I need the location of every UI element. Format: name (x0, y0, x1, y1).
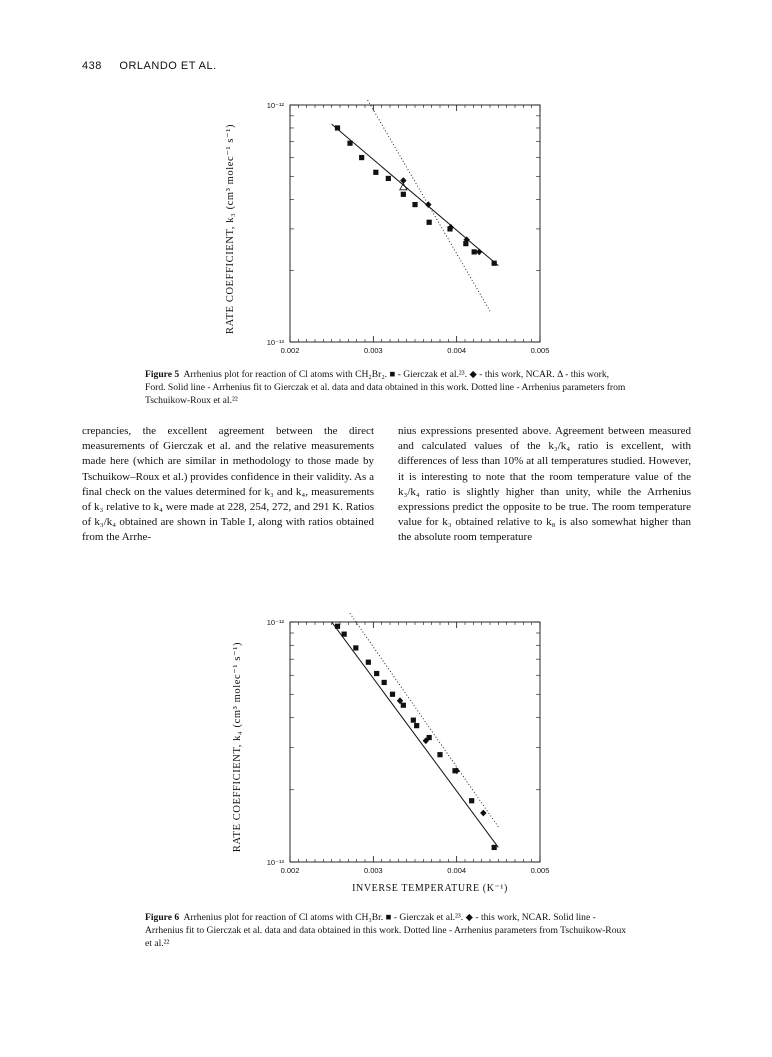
figure6-plot-area (267, 612, 550, 875)
figure5-chart (215, 100, 555, 360)
data-point-square (382, 680, 387, 685)
x-tick-label: 0.003 (363, 346, 383, 355)
running-title: ORLANDO ET AL. (119, 60, 217, 72)
data-point-square (401, 192, 406, 197)
figure5-ylabel: RATE COEFFICIENT, k₃ (cm³ molec⁻¹ s⁻¹) (225, 123, 236, 334)
data-point-square (401, 703, 406, 708)
right-column (398, 424, 691, 546)
literature-line (348, 100, 490, 311)
data-point-square (437, 752, 442, 757)
left-column-text: crepancies, the excellent agreement between the direct measurements of Gierczak et al. and the relative measurements made here (which are similar in methodology to those made by Tschuikow–Roux et al.) provides confidence in their validity. As a final check on the values determined for k₃ and k₄, measurements of k₃ relative to k₄ were made at 228, 254, 272, and 291 K. Ratios of k₃/k₄ obtained are shown in Table I, along with ratios obtained from the Arrhe- (82, 425, 374, 544)
figure5-caption (145, 368, 628, 407)
y-tick-label: 10⁻¹² (266, 101, 284, 110)
running-header (82, 60, 231, 72)
figure5-plot-area (267, 100, 550, 355)
data-point-square (427, 220, 432, 225)
left-column (82, 424, 374, 546)
data-point-diamond (480, 810, 486, 817)
plot-frame (290, 105, 540, 342)
x-tick-label: 0.005 (530, 346, 550, 355)
data-point-square (366, 660, 371, 665)
page-number: 438 (82, 60, 102, 72)
x-tick-label: 0.003 (363, 866, 383, 875)
data-point-square (469, 798, 474, 803)
data-point-square (374, 671, 379, 676)
data-point-square (373, 170, 378, 175)
figure6-caption-text: Arrhenius plot for reaction of Cl atoms with CH₃Br. ■ - Gierczak et al.²³. ◆ - this work, NCAR. Solid line - Arrhenius fit to Gierczak et al. data and data obtained in this work. Dotted line - Arrhenius parameters from Tschuikow-Roux et al.²² (145, 912, 627, 949)
y-tick-label: 10⁻¹² (266, 618, 284, 627)
x-tick-label: 0.004 (447, 346, 467, 355)
fit-line (332, 124, 499, 265)
right-column-text: nius expressions presented above. Agreement between measured and calculated values of the k₃/k₄ ratio is excellent, with differences of less than 10% at all temperatures studied. However, it is interesting to note that the room temperature value of the k₃/k₄ ratio is slightly higher than unity, while the Arrhenius expressions predict the opposite to be true. The room temperature value for k₃ obtained relative to k₈ is also somewhat higher than the absolute room temperature (398, 425, 691, 544)
x-tick-label: 0.002 (280, 866, 300, 875)
figure6-caption (145, 911, 632, 950)
x-tick-label: 0.005 (530, 866, 550, 875)
figure6-chart (215, 612, 555, 882)
data-point-square (414, 723, 419, 728)
data-point-square (353, 645, 358, 650)
data-point-square (412, 202, 417, 207)
figure5-caption-text: Arrhenius plot for reaction of Cl atoms with CH₂Br₂. ■ - Gierczak et al.²³. ◆ - this work, NCAR. Δ - this work, Ford. Solid line - Arrhenius fit to Gierczak et al. data and data obtained in this work. Dotted line - Arrhenius parameters from Tschuikow-Roux et al.²² (145, 369, 626, 406)
data-point-square (390, 692, 395, 697)
y-tick-label: 10⁻¹³ (266, 338, 284, 347)
figure6-xlabel: INVERSE TEMPERATURE (K⁻¹) (352, 883, 508, 894)
data-point-square (492, 845, 497, 850)
data-point-square (411, 718, 416, 723)
data-point-square (359, 155, 364, 160)
fit-line (332, 622, 499, 847)
x-tick-label: 0.002 (280, 346, 300, 355)
figure5-label: Figure 5 (145, 369, 180, 380)
y-tick-label: 10⁻¹³ (266, 858, 284, 867)
x-tick-label: 0.004 (447, 866, 467, 875)
plot-frame (290, 622, 540, 862)
figure6-ylabel: RATE COEFFICIENT, k₄ (cm³ molec⁻¹ s⁻¹) (232, 641, 243, 853)
data-point-square (386, 176, 391, 181)
figure6-label: Figure 6 (145, 912, 180, 923)
